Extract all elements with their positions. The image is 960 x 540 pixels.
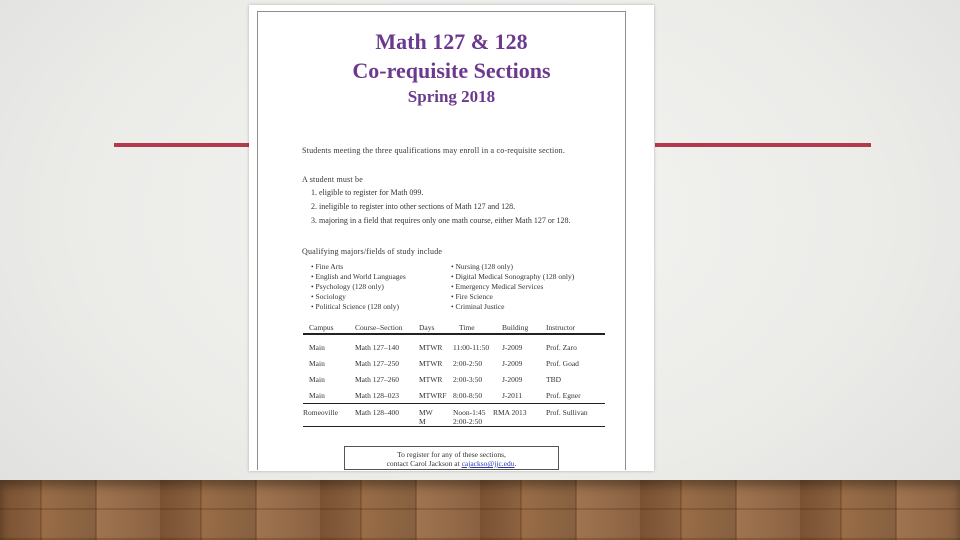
cell-instructor: Prof. Sullivan — [546, 408, 588, 417]
qualifying-heading: Qualifying majors/fields of study include — [302, 247, 443, 256]
intro-text: Students meeting the three qualifications may enroll in a co-requisite section. — [302, 146, 566, 155]
cell-building: J-2011 — [502, 391, 523, 400]
major-item: • Emergency Medical Services — [451, 282, 574, 292]
cell-days: MTWR — [419, 375, 443, 384]
header-building: Building — [502, 323, 529, 332]
header-campus: Campus — [309, 323, 334, 332]
cell-instructor: TBD — [546, 375, 561, 384]
table-row — [303, 387, 605, 404]
major-item: • Fire Science — [451, 292, 574, 302]
table-header — [303, 323, 605, 335]
major-item: • English and World Languages — [311, 272, 406, 282]
contact-email-link[interactable]: cajackso@jjc.edu — [461, 459, 515, 468]
table-row — [303, 404, 605, 427]
document-term: Spring 2018 — [407, 87, 496, 106]
majors-list-right — [451, 262, 574, 312]
requirement-item: 3. majoring in a field that requires only one math course, either Math 127 or 128. — [311, 216, 571, 225]
cell-time: 2:00-2:50 — [453, 359, 483, 368]
registration-contact: contact Carol Jackson at — [386, 459, 462, 468]
cell-time: 2:00-3:50 — [453, 375, 483, 384]
table-row — [303, 371, 605, 387]
cell-course: Math 128–400 — [355, 408, 399, 417]
cell-building: J-2009 — [502, 359, 523, 368]
majors-list-left — [311, 262, 406, 312]
cell-time: 8:00-8:50 — [453, 391, 483, 400]
major-item: • Nursing (128 only) — [451, 262, 574, 272]
accent-rule-right — [655, 143, 871, 147]
header-instructor: Instructor — [546, 323, 576, 332]
cell-course: Math 128–023 — [355, 391, 399, 400]
major-item: • Fine Arts — [311, 262, 406, 272]
requirement-item: 1. eligible to register for Math 099. — [311, 188, 424, 197]
cell-days: M — [419, 417, 426, 426]
cell-campus: Main — [309, 375, 325, 384]
cell-campus: Main — [309, 391, 325, 400]
major-item: • Political Science (128 only) — [311, 302, 406, 312]
major-item: • Sociology — [311, 292, 406, 302]
header-course-section: Course–Section — [355, 323, 403, 332]
major-item: • Digital Medical Sonography (128 only) — [451, 272, 574, 282]
table-row — [303, 355, 605, 371]
requirement-item: 2. ineligible to register into other sections of Math 127 and 128. — [311, 202, 516, 211]
cell-days: MTWR — [419, 343, 443, 352]
header-days: Days — [419, 323, 435, 332]
cell-course: Math 127–250 — [355, 359, 399, 368]
table-row — [303, 339, 605, 355]
table-body — [303, 339, 605, 427]
registration-end: . — [514, 459, 517, 468]
requirements-heading: A student must be — [302, 175, 363, 184]
cell-campus: Main — [309, 343, 325, 352]
cell-campus: Main — [309, 359, 325, 368]
cell-days: MW — [419, 408, 433, 417]
registration-line-1: To register for any of these sections, — [397, 450, 506, 459]
document-page — [249, 5, 654, 471]
cell-instructor: Prof. Goad — [546, 359, 579, 368]
cell-building: J-2009 — [502, 343, 523, 352]
cell-time: 11:00-11:50 — [453, 343, 490, 352]
cell-instructor: Prof. Egner — [546, 391, 581, 400]
cell-course: Math 127–140 — [355, 343, 399, 352]
registration-line-2 — [345, 459, 558, 468]
cell-building: J-2009 — [502, 375, 523, 384]
wood-floor-background — [0, 480, 960, 540]
cell-building: RMA 2013 — [493, 408, 527, 417]
accent-rule-left — [114, 143, 250, 147]
major-item: • Criminal Justice — [451, 302, 574, 312]
cell-instructor: Prof. Zaro — [546, 343, 577, 352]
cell-campus: Romeoville — [303, 408, 338, 417]
cell-time: 2:00-2:50 — [453, 417, 483, 426]
cell-days: MTWRF — [419, 391, 447, 400]
registration-notice — [344, 446, 559, 470]
cell-course: Math 127–260 — [355, 375, 399, 384]
cell-days: MTWR — [419, 359, 443, 368]
header-time: Time — [459, 323, 475, 332]
sections-table — [303, 323, 605, 427]
document-subtitle: Co-requisite Sections — [352, 58, 551, 83]
document-title: Math 127 & 128 — [375, 29, 528, 54]
cell-time: Noon-1:45 — [453, 408, 486, 417]
major-item: • Psychology (128 only) — [311, 282, 406, 292]
